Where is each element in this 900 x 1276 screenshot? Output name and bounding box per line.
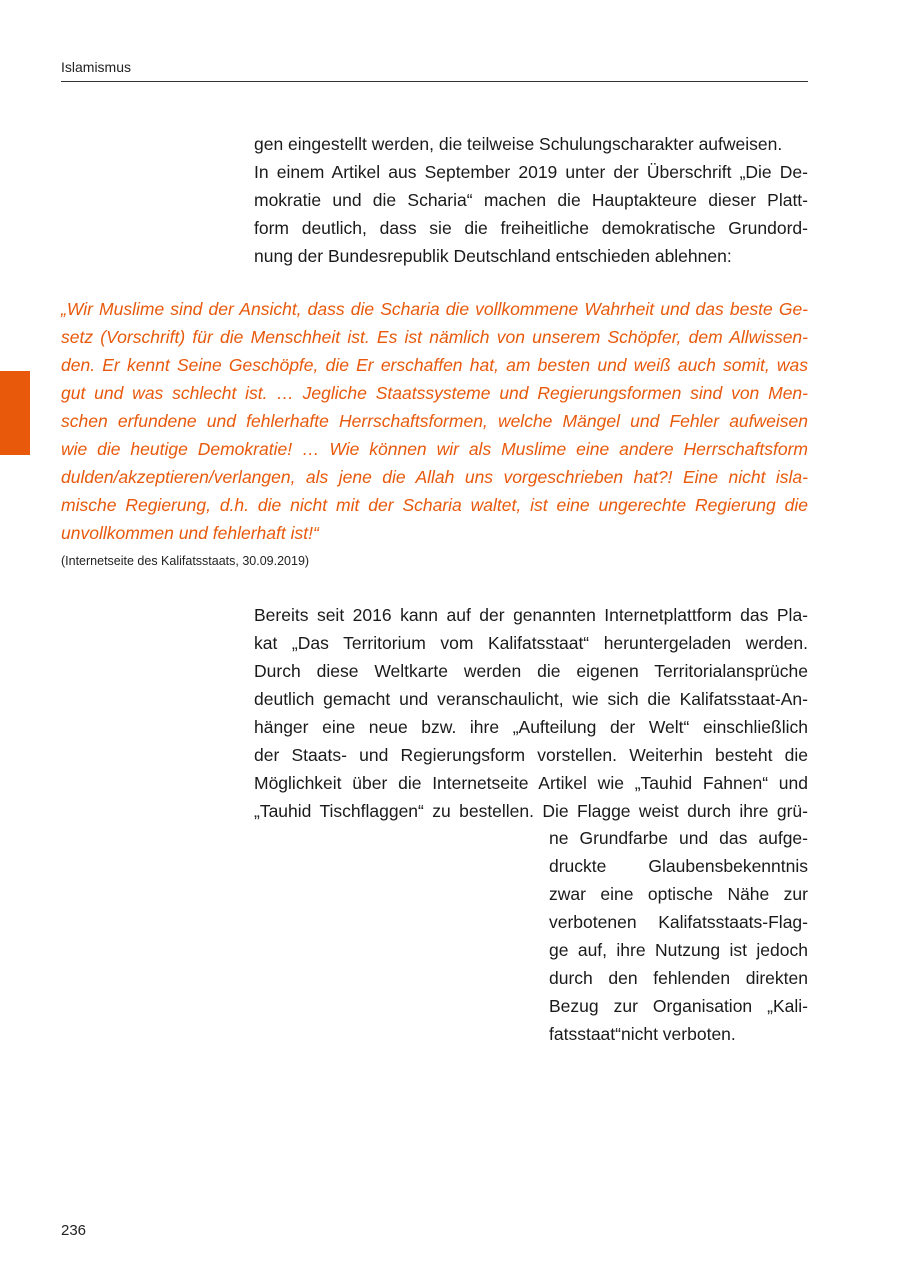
text-line: gen eingestellt werden, die teilweise Schulungscharakter aufweisen. xyxy=(254,134,783,154)
text-line: Bezug zur Organisation „Kali- xyxy=(549,996,808,1016)
header-divider xyxy=(61,81,808,82)
body-paragraph-3 xyxy=(549,824,808,1048)
text-line: Bereits seit 2016 kann auf der genannten Internetplattform das Pla- xyxy=(254,605,808,625)
text-line: zwar eine optische Nähe zur xyxy=(549,884,808,904)
quote-line: „Wir Muslime sind der Ansicht, dass die Scharia die vollkommene Wahrheit und das beste Ge- xyxy=(61,299,808,319)
text-line: Möglichkeit über die Internetseite Artikel wie „Tauhid Fahnen“ und xyxy=(254,773,808,793)
text-line: form deutlich, dass sie die freiheitliche demokratische Grundord- xyxy=(254,218,808,238)
text-line: deutlich gemacht und veranschaulicht, wie sich die Kalifatsstaat-An- xyxy=(254,689,808,709)
body-paragraph-1 xyxy=(254,130,808,270)
text-line: In einem Artikel aus September 2019 unter der Überschrift „Die De- xyxy=(254,162,808,182)
block-quote xyxy=(61,295,808,547)
quote-line: gut und was schlecht ist. … Jegliche Staatssysteme und Regierungsformen sind von Men- xyxy=(61,383,808,403)
quote-line: schen erfundene und fehlerhafte Herrschaftsformen, welche Mängel und Fehler aufweisen xyxy=(61,411,808,431)
quote-source: (Internetseite des Kalifatsstaats, 30.09.2019) xyxy=(61,554,310,568)
text-line: mokratie und die Scharia“ machen die Hauptakteure dieser Platt- xyxy=(254,190,808,210)
quote-line: mische Regierung, d.h. die nicht mit der Scharia waltet, ist eine ungerechte Regierung die xyxy=(61,495,808,515)
text-line: hänger eine neue bzw. ihre „Aufteilung der Welt“ einschließlich xyxy=(254,717,808,737)
text-line: ne Grundfarbe und das aufge- xyxy=(549,828,808,848)
quote-line: unvollkommen und fehlerhaft ist!“ xyxy=(61,523,319,543)
text-line: druckte Glaubensbekenntnis xyxy=(549,856,808,876)
chapter-marker-tab xyxy=(0,371,30,455)
quote-line: dulden/akzeptieren/verlangen, als jene die Allah uns vorgeschrieben hat?! Eine nicht isla- xyxy=(61,467,808,487)
quote-line: den. Er kennt Seine Geschöpfe, die Er erschaffen hat, am besten und weiß auch somit, was xyxy=(61,355,808,375)
text-line: kat „Das Territorium vom Kalifatsstaat“ heruntergeladen werden. xyxy=(254,633,808,653)
text-line: verbotenen Kalifatsstaats-Flag- xyxy=(549,912,808,932)
running-head-title: Islamismus xyxy=(61,59,132,75)
quote-line: setz (Vorschrift) für die Menschheit ist. Es ist nämlich von unserem Schöpfer, dem Allwissen- xyxy=(61,327,808,347)
text-line: fatsstaat“nicht verboten. xyxy=(549,1024,736,1044)
text-line: durch den fehlenden direkten xyxy=(549,968,808,988)
text-line: nung der Bundesrepublik Deutschland entschieden ablehnen: xyxy=(254,246,732,266)
page-number: 236 xyxy=(61,1222,87,1239)
text-line: ge auf, ihre Nutzung ist jedoch xyxy=(549,940,808,960)
text-line: der Staats- und Regierungsform vorstellen. Weiterhin besteht die xyxy=(254,745,808,765)
text-line: „Tauhid Tischflaggen“ zu bestellen. Die Flagge weist durch ihre grü- xyxy=(254,801,808,821)
text-line: Durch diese Weltkarte werden die eigenen Territorialansprüche xyxy=(254,661,808,681)
quote-line: wie die heutige Demokratie! … Wie können wir als Muslime eine andere Herrschaftsform xyxy=(61,439,808,459)
body-paragraph-2 xyxy=(254,601,808,825)
